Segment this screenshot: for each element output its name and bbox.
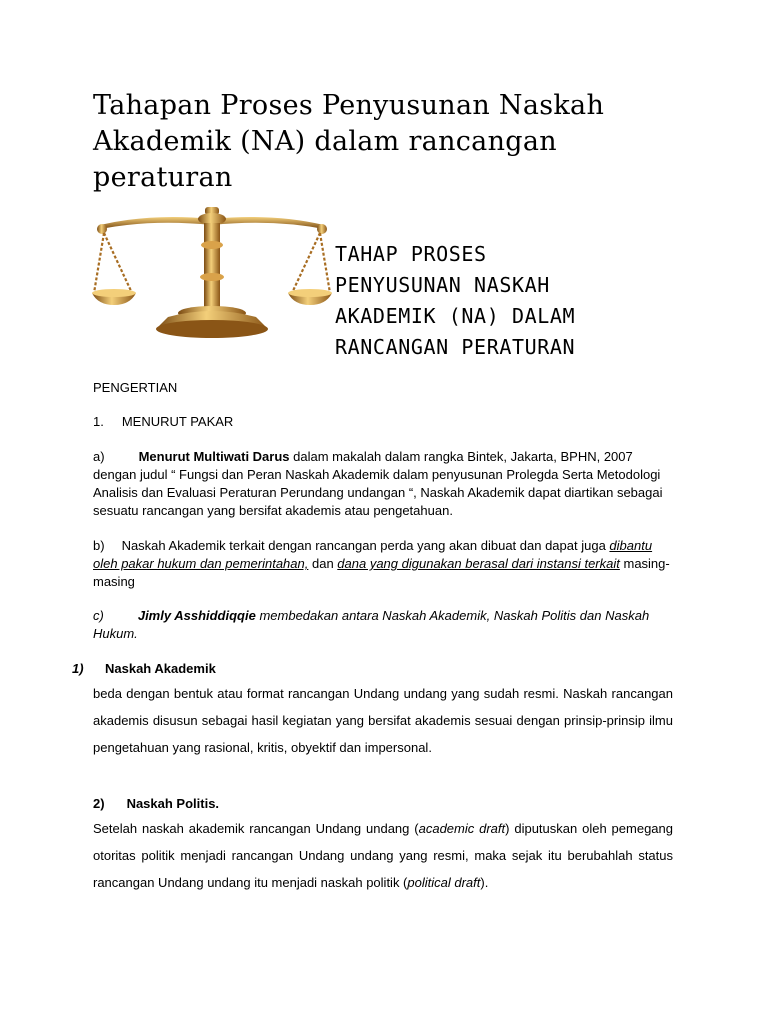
sub-heading-text: MENURUT PAKAR: [121, 414, 234, 429]
item2-emphasis2: political draft: [407, 875, 481, 890]
para-a-name: Menurut Multiwati Darus: [138, 449, 290, 464]
section-heading: PENGERTIAN: [93, 380, 178, 395]
headline-line: PENYUSUNAN NASKAH: [335, 273, 550, 297]
headline-line: TAHAP PROSES: [335, 242, 487, 266]
sub-heading-number: 1.: [93, 414, 104, 429]
item2-number: 2): [93, 796, 105, 811]
item2-text2: ) diputuskan oleh pemegang otoritas politik menjadi rancangan Undang undang yang resmi, maka sejak itu berubahlah status rancangan Undang undang itu menjadi naskah politik (: [93, 821, 673, 890]
para-c-text: membedakan antara Naskah Akademik, Naskah Politis dan Naskah Hukum.: [93, 608, 650, 641]
item2-heading: Naskah Politis.: [126, 796, 220, 811]
scales-of-justice-icon: [92, 205, 332, 340]
item2-heading-row: [93, 795, 673, 813]
item2-text3: ).: [480, 875, 489, 890]
headline: [335, 239, 755, 363]
item2-text: [93, 815, 673, 896]
paragraph-a: [93, 448, 673, 520]
item1-text: beda dengan bentuk atau format rancangan Undang undang yang sudah resmi. Naskah rancangan akademis disusun sebagai hasil kegiatan yang bersifat akademis sesuai dengan prinsip-prinsip ilmu pengetahuan yang rasional, kritis, obyektif dan impersonal.: [93, 686, 673, 755]
item1-heading: Naskah Akademik: [105, 661, 216, 676]
item2-text1: Setelah naskah akademik rancangan Undang undang (: [93, 821, 419, 836]
sub-heading: [93, 413, 673, 431]
para-c-name: Jimly Asshiddiqqie: [137, 608, 256, 623]
para-a-label: a): [93, 449, 105, 464]
para-c-label: c): [93, 608, 104, 623]
page-title: Tahapan Proses Penyusunan Naskah Akademik (NA) dalam rancangan peraturan: [93, 90, 605, 193]
item2-emphasis1: academic draft: [418, 821, 506, 836]
para-b-label: b): [93, 538, 105, 553]
paragraph-b: [93, 537, 673, 591]
para-b-text1: Naskah Akademik terkait dengan rancangan perda yang akan dibuat dan dapat juga: [121, 538, 610, 553]
headline-line: RANCANGAN PERATURAN: [335, 335, 576, 359]
para-a-text: dalam makalah dalam rangka Bintek, Jakarta, BPHN, 2007 dengan judul “ Fungsi dan Peran Naskah Akademik dalam penyusunan Prolegda Serta Metodologi Analisis dan Evaluasi Peraturan Perundang undangan “, Naskah Akademik dapat diartikan sebagai sesuatu rancangan yang bersifat akademis atau pengetahuan.: [93, 449, 663, 518]
para-b-text3: masing-masing: [93, 556, 670, 589]
item1-number: 1): [72, 661, 84, 676]
para-b-text2: dan: [308, 556, 338, 571]
para-b-emphasis1: dibantu oleh pakar hukum dan pemerintahan,: [93, 538, 653, 571]
para-b-emphasis2: dana yang digunakan berasal dari instansi terkait: [337, 556, 620, 571]
headline-line: AKADEMIK (NA) DALAM: [335, 304, 576, 328]
paragraph-c: [93, 607, 673, 643]
